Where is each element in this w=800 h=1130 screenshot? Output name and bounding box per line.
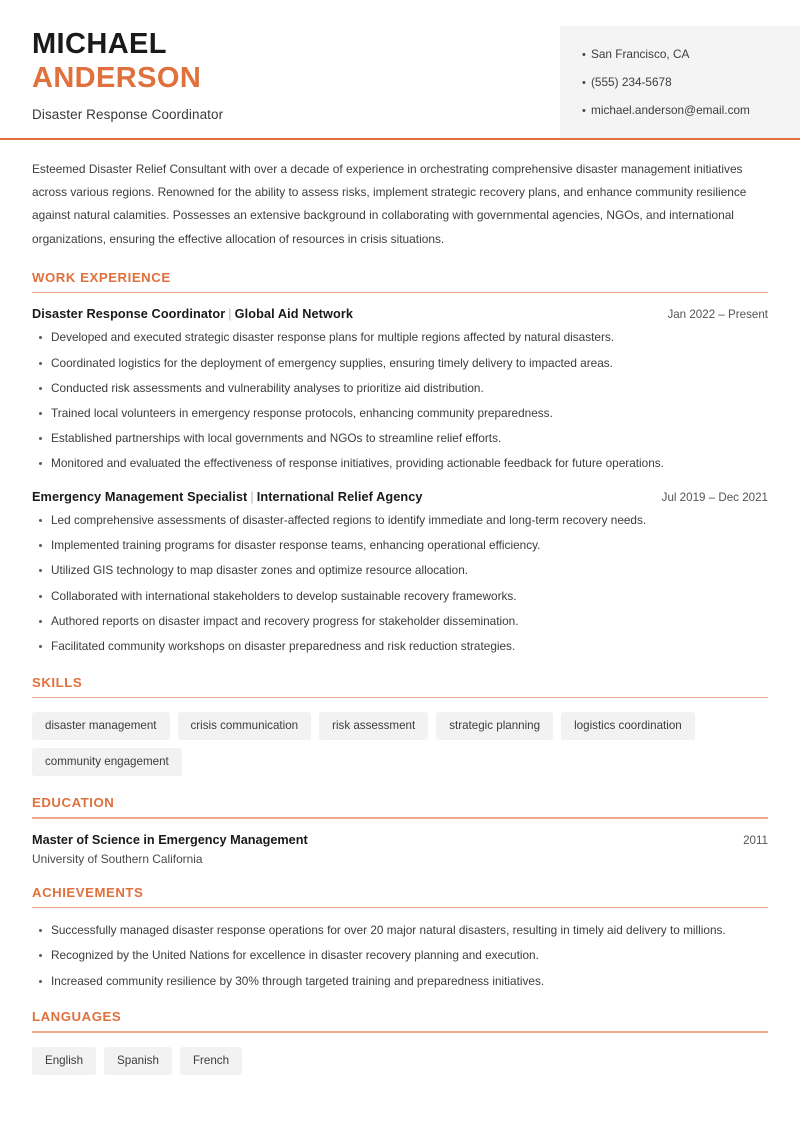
- section-title-languages: LANGUAGES: [32, 1009, 122, 1025]
- section-divider: [32, 1031, 768, 1033]
- experience-company: Global Aid Network: [234, 307, 354, 322]
- contact-location: [582, 40, 800, 68]
- education-year: 2011: [743, 833, 768, 847]
- language-tag: English: [32, 1047, 96, 1075]
- resume-header: [0, 0, 800, 140]
- skill-tag: community engagement: [32, 748, 182, 776]
- experience-title-line: [32, 490, 423, 504]
- list-item: Trained local volunteers in emergency response protocols, enhancing community preparedness.: [32, 405, 768, 423]
- experience-bullet-list: [32, 329, 768, 473]
- contact-info-box: [560, 26, 800, 138]
- skill-tag: disaster management: [32, 712, 170, 740]
- contact-phone[interactable]: [582, 68, 800, 96]
- contact-email[interactable]: [582, 96, 800, 124]
- experience-date: Jul 2019 – Dec 2021: [661, 491, 768, 505]
- education-entry: [32, 833, 768, 866]
- contact-phone-value: (555) 234-5678: [591, 74, 672, 89]
- section-divider: [32, 817, 768, 819]
- title-separator: |: [250, 490, 254, 505]
- experience-company: International Relief Agency: [256, 490, 423, 505]
- list-item: Utilized GIS technology to map disaster zones and optimize resource allocation.: [32, 562, 768, 580]
- skill-tag: logistics coordination: [561, 712, 695, 740]
- skills-tag-list: [32, 712, 768, 776]
- education-degree: Master of Science in Emergency Management: [32, 832, 308, 847]
- experience-role: Disaster Response Coordinator: [32, 307, 226, 322]
- list-item: Collaborated with international stakeholders to develop sustainable recovery frameworks.: [32, 588, 768, 606]
- contact-location-value: San Francisco, CA: [591, 46, 690, 61]
- skill-tag: crisis communication: [178, 712, 312, 740]
- section-skills: [32, 675, 768, 776]
- experience-entry: [32, 307, 768, 473]
- professional-summary: Esteemed Disaster Relief Consultant with over a decade of experience in orchestrating comprehensive disaster management initiatives across various regions. Renowned for the ability to assess risks, implement strategic recovery plans, and enhance community resilience against natural calamities. Possesses an extensive background in collaborating with governmental agencies, NGOs, and international organizations, ensuring the effective allocation of resources in crisis situations.: [32, 162, 747, 246]
- section-divider: [32, 697, 768, 699]
- title-separator: |: [228, 307, 232, 322]
- section-title-education: EDUCATION: [32, 795, 115, 811]
- skill-tag: risk assessment: [319, 712, 428, 740]
- section-education: [32, 795, 768, 866]
- list-item: Led comprehensive assessments of disaster-affected regions to identify immediate and long-term recovery needs.: [32, 512, 768, 530]
- bullet-icon: •: [582, 48, 586, 61]
- section-title-work-experience: WORK EXPERIENCE: [32, 269, 171, 285]
- resume-body: [0, 158, 800, 1075]
- experience-role: Emergency Management Specialist: [32, 490, 248, 505]
- bullet-icon: •: [582, 76, 586, 89]
- skill-tag: strategic planning: [436, 712, 553, 740]
- language-tag: Spanish: [104, 1047, 172, 1075]
- list-item: Implemented training programs for disaster response teams, enhancing operational efficiency.: [32, 537, 768, 555]
- list-item: Developed and executed strategic disaster response plans for multiple regions affected by natural disasters.: [32, 329, 768, 347]
- languages-tag-list: [32, 1047, 768, 1075]
- section-work-experience: [32, 270, 768, 656]
- list-item: Coordinated logistics for the deployment of emergency supplies, ensuring timely delivery to impacted areas.: [32, 355, 768, 373]
- achievements-bullet-list: [32, 922, 768, 990]
- section-title-achievements: ACHIEVEMENTS: [32, 884, 144, 900]
- list-item: Increased community resilience by 30% through targeted training and preparedness initiatives.: [32, 973, 768, 991]
- list-item: Established partnerships with local governments and NGOs to streamline relief efforts.: [32, 430, 768, 448]
- section-divider: [32, 907, 768, 909]
- section-achievements: [32, 885, 768, 991]
- experience-bullet-list: [32, 512, 768, 656]
- education-school: University of Southern California: [32, 851, 203, 866]
- experience-entry: [32, 490, 768, 656]
- list-item: Recognized by the United Nations for excellence in disaster recovery planning and execution.: [32, 947, 768, 965]
- last-name: ANDERSON: [32, 61, 202, 94]
- identity-block: [0, 22, 223, 122]
- headline-job-title: Disaster Response Coordinator: [32, 106, 224, 122]
- language-tag: French: [180, 1047, 242, 1075]
- list-item: Conducted risk assessments and vulnerability analyses to prioritize aid distribution.: [32, 380, 768, 398]
- section-divider: [32, 292, 768, 294]
- list-item: Authored reports on disaster impact and recovery progress for stakeholder dissemination.: [32, 613, 768, 631]
- list-item: Successfully managed disaster response operations for over 20 major natural disasters, resulting in timely aid delivery to millions.: [32, 922, 768, 940]
- list-item: Monitored and evaluated the effectiveness of response initiatives, providing actionable feedback for future operations.: [32, 455, 768, 473]
- list-item: Facilitated community workshops on disaster preparedness and risk reduction strategies.: [32, 638, 768, 656]
- bullet-icon: •: [582, 104, 586, 117]
- first-name: MICHAEL: [32, 28, 167, 60]
- section-languages: [32, 1009, 768, 1075]
- section-title-skills: SKILLS: [32, 674, 83, 690]
- experience-title-line: [32, 307, 353, 321]
- experience-date: Jan 2022 – Present: [667, 308, 768, 322]
- contact-email-value: michael.anderson@email.com: [591, 102, 750, 117]
